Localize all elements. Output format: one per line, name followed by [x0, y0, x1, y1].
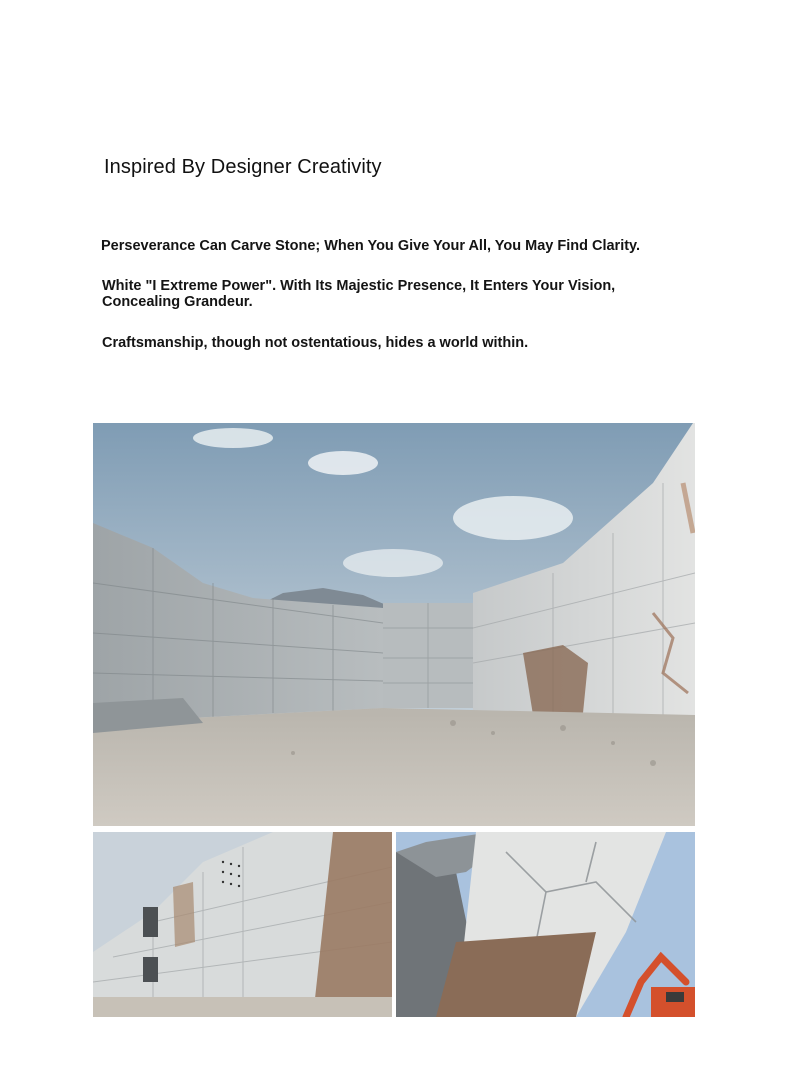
paragraph-craftsmanship: Craftsmanship, though not ostentatious, hides a world within.	[102, 335, 529, 351]
marble-quarry-wide-photo	[93, 423, 695, 826]
section-heading: Inspired By Designer Creativity	[104, 156, 382, 178]
marble-block-excavator-photo	[396, 832, 695, 1017]
paragraph-perseverance: Perseverance Can Carve Stone; When You Give Your All, You May Find Clarity.	[101, 238, 641, 254]
paragraph-extreme-power: White "I Extreme Power". With Its Majestic Presence, It Enters Your Vision, Concealing Grandeur.	[102, 278, 616, 310]
marble-quarry-wall-photo	[93, 832, 392, 1017]
